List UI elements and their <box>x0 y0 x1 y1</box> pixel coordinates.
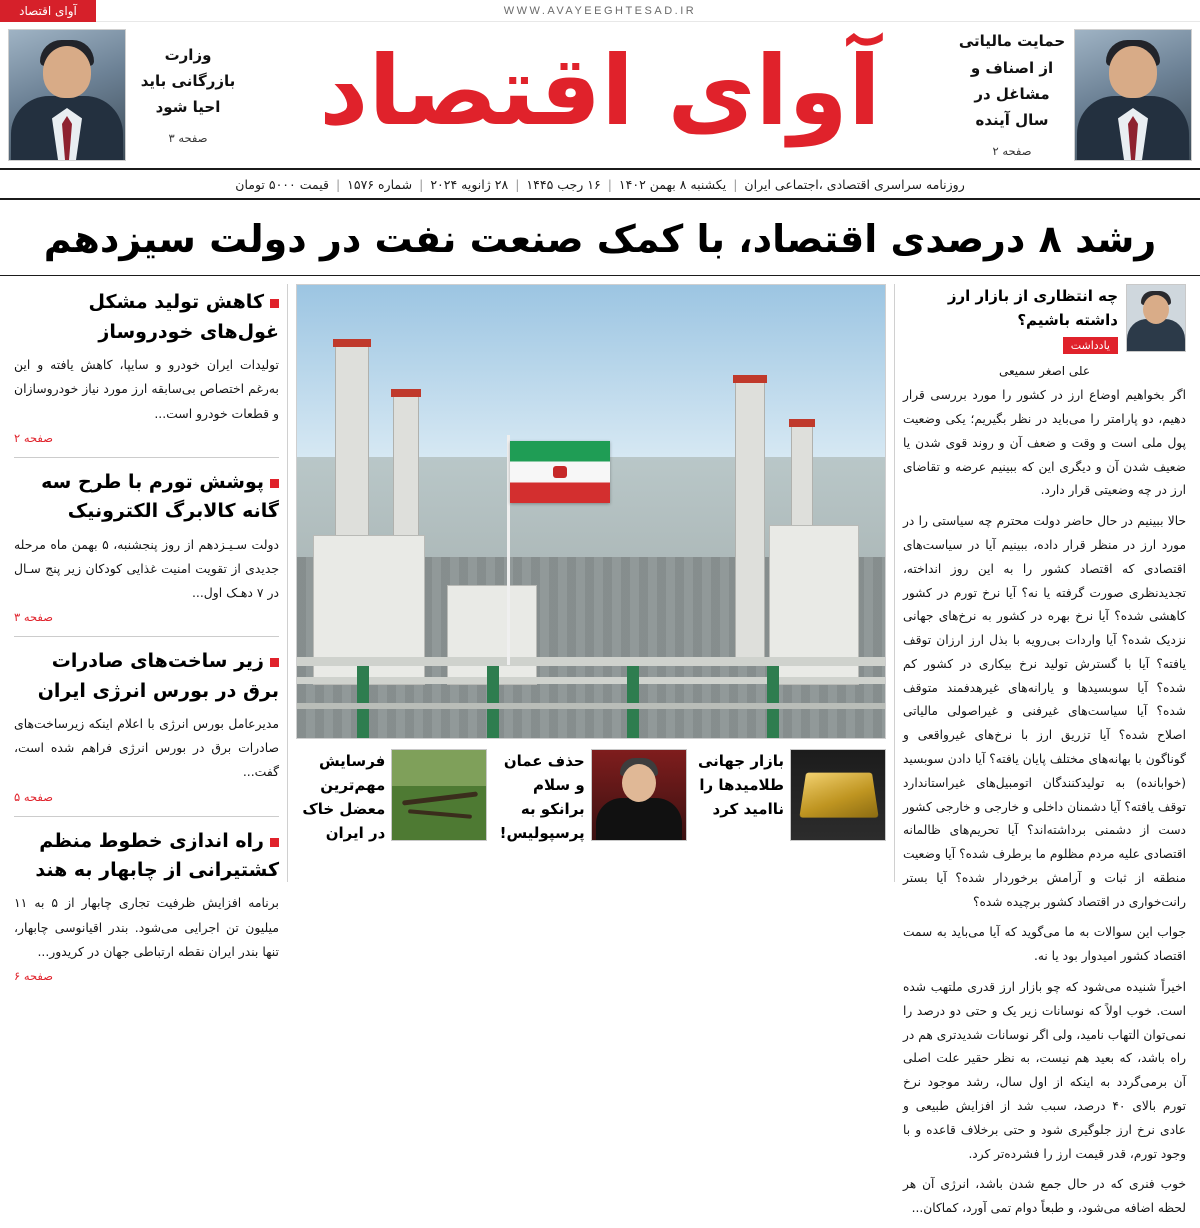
divider <box>14 457 279 458</box>
brief-item[interactable] <box>14 643 279 809</box>
brief-item[interactable] <box>14 284 279 450</box>
masthead-right-caption: حمایت مالیاتی از اصناف و مشاغل در سال آینده <box>958 32 1066 130</box>
newspaper-logo[interactable]: آوای اقتصاد <box>319 35 881 147</box>
note-paragraph: اخیراً شنیده می‌شود که چو بازار ارز قدری ملتهب شده است. خوب اولاً که نوسانات زیر یک و حتی دو درصد را نمی‌توان التهاب نامید، ولی اگر نوسانات شدیدتری هم در راه باشد، که بعید هم نیست، به نظر حقیر علت اصلی آن برمی‌گردد به اینکه از اول سال، رشد موجود نرخ تورم بالای ۴۰ درصد، سبب شد از افزایش طبیعی و عادی نرخ ارز جلوگیری شود و حتی برخلاف قاعده و با وجود تورم، قدر قیمت ارز را فشرده‌تر کرد. <box>903 980 1186 1161</box>
portrait-photo-left <box>8 29 126 161</box>
brief-page-link[interactable]: صفحه ۳ <box>14 610 54 625</box>
brief-body: مدیرعامل بورس انرژی با اعلام اینکه زیرساخت‌های صادرات برق در بورس انرژی فراهم شده است، گفت... <box>14 716 279 780</box>
info-item-4: شماره ۱۵۷۶ <box>347 176 413 192</box>
hero-column <box>288 284 894 882</box>
brief-title[interactable]: زیر ساخت‌های صادرات برق در بورس انرژی ایران <box>37 650 279 702</box>
divider <box>14 816 279 817</box>
masthead-corner-badge: آوای اقتصاد <box>0 0 96 22</box>
news-briefs-column <box>6 284 288 984</box>
info-separator: | <box>335 176 341 192</box>
iran-flag <box>510 441 610 503</box>
brief-body: برنامه افزایش ظرفیت تجاری چابهار از ۵ به ۱۱ میلیون تن اجرایی می‌شود. بندر اقیانوسی چابهار، تنها بندر ایران نقطه ارتباطی جهان در کریدور... <box>14 895 279 959</box>
thumb-item[interactable] <box>296 749 487 845</box>
info-item-2: ۱۶ رجب ۱۴۴۵ <box>526 176 601 192</box>
brief-title[interactable]: کاهش تولید مشکل غول‌های خودروساز <box>88 291 279 343</box>
brief-title[interactable]: پوشش تورم با طرح سه گانه کالابرگ الکترونیک <box>41 470 279 523</box>
masthead-left-caption-block <box>134 42 242 149</box>
masthead <box>0 22 1200 168</box>
main-headline-block <box>0 200 1200 276</box>
info-separator: | <box>419 176 424 192</box>
thumbnail-row <box>296 749 886 845</box>
issue-info-strip <box>0 170 1200 200</box>
brief-item[interactable] <box>14 464 279 630</box>
masthead-left-caption: وزارت بازرگانی باید احیا شود <box>140 45 236 117</box>
note-author: علی اصغر سمیعی <box>998 364 1091 379</box>
masthead-right-page[interactable]: صفحه ۲ <box>992 144 1032 159</box>
thumb-item[interactable] <box>695 749 886 845</box>
note-header <box>903 284 1186 360</box>
masthead-left-teaser[interactable] <box>0 22 250 168</box>
brief-page-link[interactable]: صفحه ۵ <box>14 789 54 804</box>
author-avatar <box>1126 284 1186 352</box>
brief-title[interactable]: راه اندازی خطوط منظم کشتیرانی از چابهار به هند <box>35 829 279 882</box>
info-separator: | <box>733 176 738 192</box>
bullet-icon <box>270 299 279 308</box>
thumb-title[interactable]: حذف عمان و سلام برانکو به پرسپولیس! <box>499 752 585 843</box>
pipeline <box>297 657 885 666</box>
bullet-icon <box>270 838 279 847</box>
coach-portrait-thumbnail <box>591 749 687 841</box>
note-paragraph: حالا ببینیم در حال حاضر دولت محترم چه سیاستی را در مورد ارز در منظر قرار داده، ببینیم آیا در سیاست‌های اقتصادی که اقتصاد کشور را به این روز انداخته، تجدیدنظری صورت گرفته یا نه؟ آیا نرخ تورم در کشور کاهشی شده؟ آیا نرخ بهره در کشور به نرخ‌های جهانی نزدیک شده؟ آیا واردات بی‌رویه با بذل ارز ارزان توقف یافته؟ آیا با گسترش تولید نرخ بیکاری در کشور کم شده؟ آیا سوبسیدها و یارانه‌های غیرهدفمند متوقف شده؟ آیا سیاست‌های غیرفنی و غیراصولی مالیاتی اصلاح شده؟ آیا تزریق ارز با نرخ‌های غیرواقعی و گوناگون با بهانه‌های مختلف پایان یافته؟ آیا دادن سوبسید (خوابانده) به تولیدکنندگان اتومبیل‌های غیراستاندارد توقف یافته؟ آیا دشمنان داخلی و خارجی و خارجی کشور دست از دشمنی برداشته‌اند؟ آیا تحریم‌های ظالمانه اقتصادی علیه مردم مظلوم ما برطرف شده؟ آیا وضعیت منطقه از ثبات و آرامش برخوردار شده؟ آیا بستر رانت‌خواری در اقتصاد کشور برچیده شده؟ <box>903 514 1186 909</box>
note-paragraph: خوب فنری که در حال جمع شدن باشد، انرژی آن هر لحظه اضافه می‌شود، و طبعاً دوام تمی آورد، کماکان... <box>903 1177 1186 1216</box>
brief-page-link[interactable]: صفحه ۶ <box>14 969 54 984</box>
masthead-left-page[interactable]: صفحه ۳ <box>168 131 208 146</box>
info-item-5: قیمت ۵۰۰۰ تومان <box>235 176 329 192</box>
pipeline <box>297 703 885 709</box>
eroded-field-thumbnail <box>391 749 487 841</box>
info-separator: | <box>515 176 520 192</box>
divider <box>14 636 279 637</box>
bullet-icon <box>270 658 279 667</box>
note-body <box>903 384 1186 1228</box>
note-question[interactable]: چه انتظاری از بازار ارز داشته باشیم؟ <box>947 287 1118 330</box>
hero-image-refinery[interactable] <box>296 284 886 739</box>
refinery-tower <box>735 381 765 661</box>
brief-item[interactable] <box>14 823 279 989</box>
masthead-logo-area <box>250 22 950 168</box>
pipeline <box>297 677 885 684</box>
main-headline[interactable]: رشد ۸ درصدی اقتصاد، با کمک صنعت نفت در دولت سیزدهم <box>43 217 1157 261</box>
editorial-note-column <box>894 284 1194 1216</box>
brief-body: دولت سـیـزدهم از روز پنجشنبه، ۵ بهمن ماه مرحله جدیدی از تقویت امنیت غذایی کودکان زیر پنج سـال در ۷ دهـک اول... <box>14 536 279 600</box>
website-url[interactable]: WWW.AVAYEEGHTESAD.IR <box>503 4 697 17</box>
note-paragraph: اگر بخواهیم اوضاع ارز در کشور را مورد بررسی قرار دهیم، دو پارامتر را می‌باید در نظر بگیریم؛ یکی وضعیت پول ملی است و وقت و ضعف آن و روند قوی شدن یا ضعیف شدن آن و دیگری این که ببینیم عرضه و تقاضای ارز در چه وضعیتی قرار دارد. <box>903 388 1186 498</box>
thumb-title[interactable]: بازار جهانی طلامیدها را ناامید کرد <box>697 752 784 819</box>
info-item-0: روزنامه سراسری اقتصادی ،اجتماعی ایران <box>744 176 965 192</box>
thumb-item[interactable] <box>495 749 686 845</box>
info-item-1: یکشنبه ۸ بهمن ۱۴۰۲ <box>618 176 727 192</box>
portrait-photo-right <box>1074 29 1192 161</box>
bullet-icon <box>270 479 279 488</box>
info-separator: | <box>607 176 612 192</box>
info-item-3: ۲۸ ژانویه ۲۰۲۴ <box>430 176 509 192</box>
site-url-bar <box>0 0 1200 22</box>
thumb-title[interactable]: فرسایش مهم‌ترین معضل خاک در ایران <box>302 752 386 843</box>
masthead-right-teaser[interactable] <box>950 22 1200 168</box>
brief-page-link[interactable]: صفحه ۲ <box>14 430 54 445</box>
note-badge: یادداشت <box>1063 337 1118 354</box>
gold-bar-thumbnail <box>790 749 886 841</box>
masthead-right-caption-block <box>958 28 1066 161</box>
brief-body: تولیدات ایران خودرو و سایپا، کاهش یافته و این به‌رغم اختصاص بی‌سابقه ارز مورد نیاز خودروسازان و قطعات خودرو است... <box>14 357 279 421</box>
note-title-block <box>903 284 1118 354</box>
page-content <box>0 276 1200 1216</box>
note-paragraph: جواب این سوالات به ما می‌گوید که آیا می‌باید به سمت اقتصاد کشور امیدوار بود یا نه. <box>903 925 1186 964</box>
